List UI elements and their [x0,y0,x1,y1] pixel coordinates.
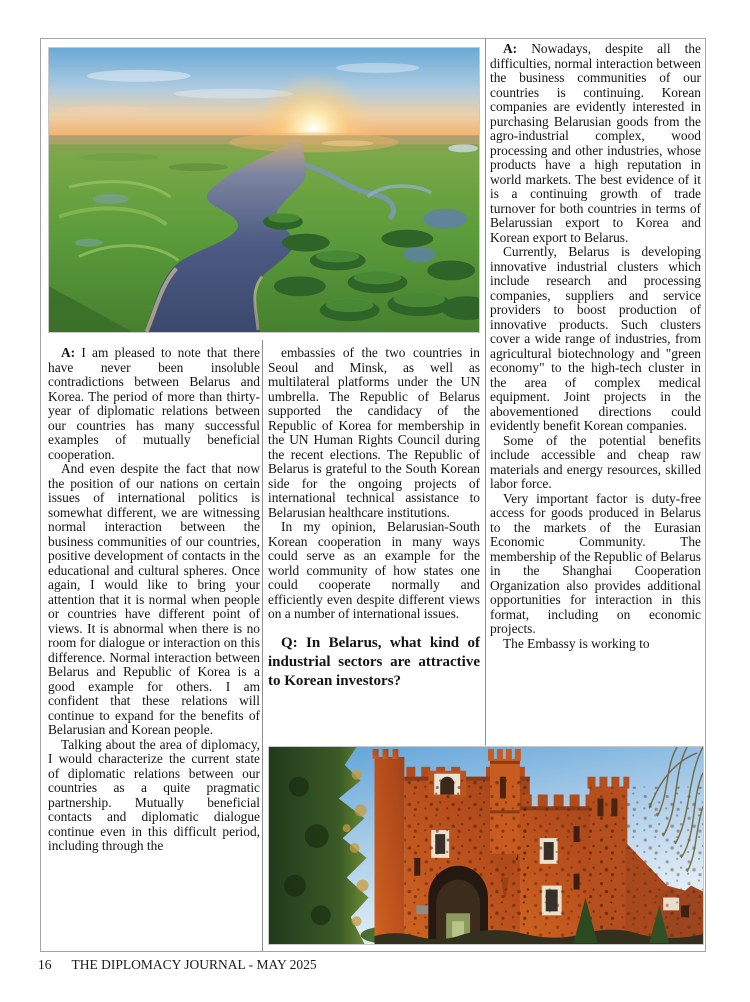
paragraph: A: I am pleased to note that there have never been insoluble contradictions between Belarus and Korea. The period of more than thirty-year of diplomatic relations between our countries has many successful examples of mutually beneficial cooperation. [48,345,260,462]
paragraph: Talking about the area of diplomacy, I would characterize the current state of diplomatic relations between our countries as a quite pragmatic partnership. Mutually beneficial contacts and diplomatic dialogue continue even in this difficult period, including through the [48,736,260,853]
paragraph: Some of the potential benefits include accessible and cheap raw materials and energy resources, skilled labor force. [490,432,701,491]
column-left [48,346,260,854]
river-illustration [49,48,479,332]
column-divider-right [485,39,486,745]
journal-title: THE DIPLOMACY JOURNAL - MAY 2025 [71,957,317,972]
paragraph: embassies of the two countries in Seoul and Minsk, as well as multilateral platforms under the UN umbrella. The Republic of Belarus supported the candidacy of the Republic of Korea for membership in the UN Human Rights Council during the recent elections. The Republic of Belarus is grateful to the South Korean side for the ongoing projects of international technical assistance to Belarusian healthcare institutions. [268,345,480,520]
paragraph: Currently, Belarus is developing innovative industrial clusters which include research and processing companies, suppliers and service providers to boost production of innovative products. Such clusters cover a wide range of industries, from agricultural biotechnology and "green economy" to the high-tech cluster in the area of complex medical equipment. Joint projects in the abovementioned directions could evidently benefit Korean companies. [490,244,701,433]
answer-prefix: A: [61,345,76,360]
paragraph: And even despite the fact that now the position of our nations on certain issues of international politics is somewhat different, we are witnessing normal interaction between the business communities of our countries, positive development of contacts in the educational and cultural spheres. Once again, I would like to bring your attention that it is normal when people or countries have different point of views. It is abnormal when there is no room for dialogue or interaction on this difference. Normal interaction between Belarus and Republic of Korea is a good example for others. I am confident that these relations will continue to expand for the benefits of Belarusian and Korean people. [48,461,260,737]
paragraph: The Embassy is working to [503,635,650,651]
paragraph: Very important factor is duty-free access for goods produced in Belarus to the markets of the Eurasian Economic Community. The membership of the Republic of Belarus in the Shanghai Cooperation Organization also provides additional opportunities for interaction in this format, including on economic projects. [490,490,701,636]
column-middle [268,346,480,691]
brest-fortress-gate-photo [268,746,704,945]
column-divider-left [262,340,263,951]
answer-prefix: A: [503,41,518,56]
column-right [490,42,701,651]
fortress-illustration [269,747,703,944]
paragraph: In my opinion, Belarusian-South Korean cooperation in many ways could serve as an example for the world community of how states one could cooperate normally and efficiently even despite different views on a number of international issues. [268,519,480,621]
aerial-river-sunset-photo [48,47,480,333]
page-footer [38,957,710,973]
interview-question: Q: In Belarus, what kind of industrial sectors are attractive to Korean investors? [268,634,480,689]
page-number: 16 [38,957,52,972]
page-content-box [40,38,706,952]
paragraph: A: Nowadays, despite all the difficulties, normal interaction between the business communities of our countries is continuing. Korean companies are evidently interested in purchasing Belarusian goods from the agro-industrial complex, wood processing and other industries, whose products have a high reputation in world markets. The best evidence of it is a continuing growth of trade turnover for both countries in terms of Belarussian export to Korea and Korean export to Belarus. [490,41,701,245]
